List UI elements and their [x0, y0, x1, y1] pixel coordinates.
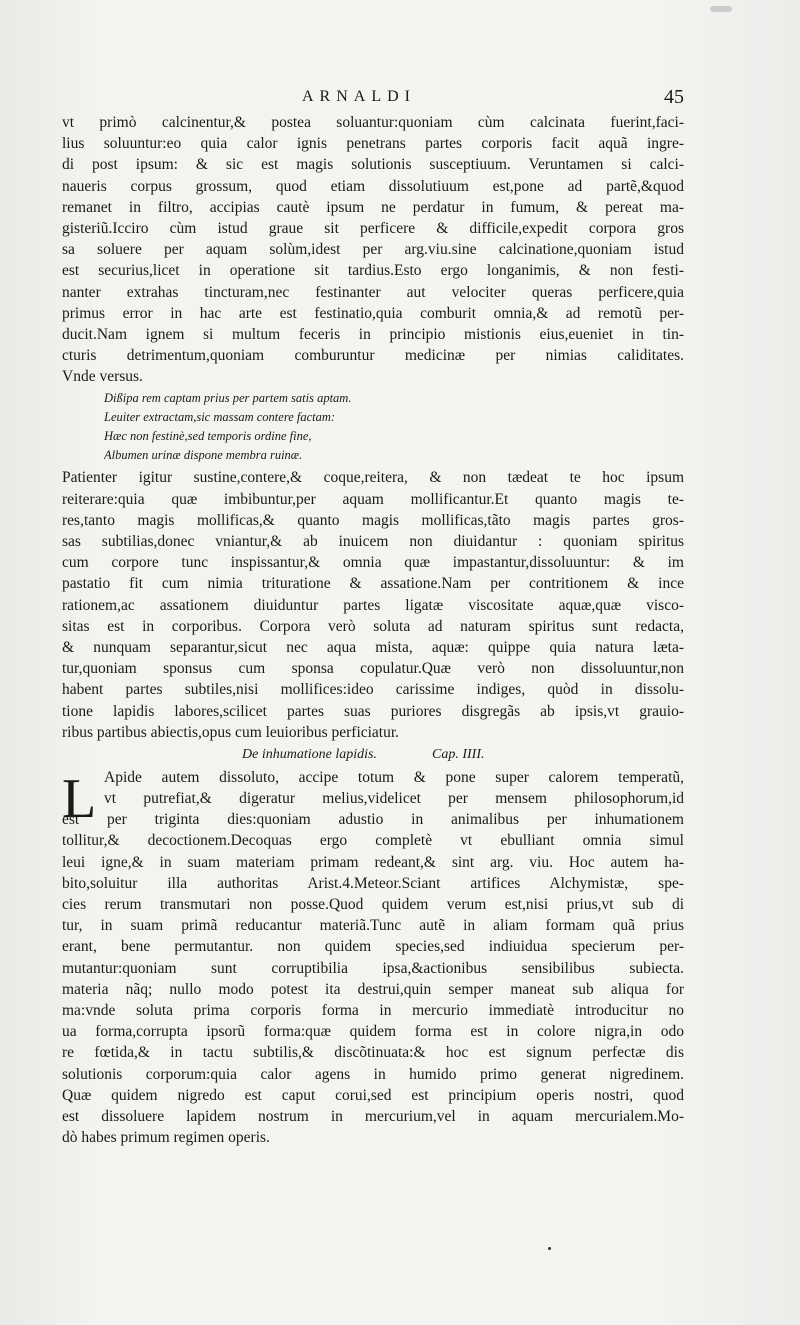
text-line: tur,quoniam sponsus cum sponsa copulatur.Quæ verò non dissoluuntur,non [62, 660, 684, 678]
chapter-title: De inhumatione lapidis. [242, 746, 377, 762]
drop-cap-initial: L [62, 767, 97, 830]
paragraph-3-lines [62, 767, 684, 1148]
text-line: solutionis corporum:quia calor agens in humido primo generat nigredinem. [62, 1065, 684, 1083]
chapter-heading [62, 743, 684, 767]
text-line: naueris corpus grossum, quod etiam dissolutiuum est,pone ad partẽ,&quod [62, 177, 684, 195]
running-head: ARNALDI [302, 88, 416, 105]
verse-line: Dißipa rem captam prius per partem satis aptam. [104, 391, 352, 406]
text-line: materia nãq; nullo modo potest ita destrui,quin semper maneat sub aliqua for [62, 980, 684, 998]
text-line: est dissoluere lapidem nostrum in mercurium,vel in aquam mercurialem.Mo- [62, 1107, 684, 1125]
text-line: dò habes primum regimen operis. [62, 1129, 270, 1147]
main-text [62, 112, 684, 1148]
text-line: reiterare:quia quæ imbibuntur,per aquam mollificantur.Et quanto magis te- [62, 490, 684, 508]
page-number: 45 [664, 86, 684, 108]
text-line: re fœtida,& in tactu subtilis,& discõtinuata:& hoc est signum perfectæ dis [62, 1044, 684, 1062]
text-line: Apide autem dissoluto, accipe totum & pone super calorem temperatũ, [104, 768, 684, 786]
text-line: tione lapidis labores,scilicet partes suas puriores disgregãs ab ipsis,vt grauio- [62, 702, 684, 720]
text-line: cum corpore tunc inspissantur,& omnia quæ impastantur,dissoluuntur: & im [62, 554, 684, 572]
text-line: sa soluere per aquam solùm,idest per arg.viu.sine calcinatione,quoniam istud [62, 241, 684, 259]
paragraph-3 [62, 767, 684, 1148]
text-line: leui igne,& in suam materiam primam redeant,& sint arg. viu. Hoc autem ha- [62, 853, 684, 871]
verse-line: Hæc non festinè,sed temporis ordine fine, [104, 429, 312, 444]
text-line: nanter extrahas tincturam,nec festinanter aut velociter queras perficere,quia [62, 283, 684, 301]
text-line: vt putrefiat,& digeratur melius,videlicet per mensem philosophorum,id [104, 790, 684, 808]
stray-ink-mark [548, 1247, 551, 1250]
text-line: pastatio fit cum nimia trituratione & assatione.Nam per contritionem & ince [62, 575, 684, 593]
text-line: erant, bene permutantur. non quidem species,sed indiuidua specierum per- [62, 938, 684, 956]
verse-block [62, 389, 684, 465]
paragraph-1 [62, 112, 684, 387]
text-line: vt primò calcinentur,& postea soluantur:quoniam cùm calcinata fuerint,faci- [62, 114, 684, 131]
text-line: est securius,licet in operatione sit tardius.Esto ergo longanimis, & non festi- [62, 262, 684, 280]
text-line: est per triginta dies:quoniam adustio in animalibus per inhumationem [62, 811, 684, 829]
chapter-number: Cap. IIII. [432, 746, 485, 762]
text-line: lius soluuntur:eo quia calor ignis penetrans partes corporis facit aquã ingre- [62, 135, 684, 153]
text-line: gisteriũ.Icciro cùm istud graue sit perficere & difficile,expedit corpora gros [62, 219, 684, 237]
text-line: ducit.Nam ignem si multum feceris in principio mistionis eius,eueniet in tin- [62, 325, 684, 343]
text-line: remanet in filtro, accipias cautè ipsum ne perdatur in fumum, & pereat ma- [62, 198, 684, 216]
text-line: bito,soluitur illa authoritas Arist.4.Meteor.Sciant artifices Alchymistæ, spe- [62, 874, 684, 892]
text-line: sitas est in corporibus. Corpora verò soluta ad naturam spiritus sunt redacta, [62, 617, 684, 635]
text-line: Vnde versus. [62, 368, 143, 386]
text-line: Patienter igitur sustine,contere,& coque,reitera, & non tædeat te hoc ipsum [62, 469, 684, 487]
text-line: rationem,ac assationem diuiduntur partes ligatæ viscositate aquæ,quæ visco- [62, 596, 684, 614]
verse-line: Albumen urinæ dispone membra ruinæ. [104, 448, 303, 463]
text-line: mutantur:quoniam sunt corruptibilia ipsa,&actionibus sensibilibus subiecta. [62, 959, 684, 977]
text-line: primus error in hac arte est festinatio,quia comburit omnia,& ad remotũ per- [62, 304, 684, 322]
text-line: tollitur,& decoctionem.Decoquas ergo completè vt ebulliant omnia simul [62, 832, 684, 850]
text-line: habent partes subtiles,nisi mollifices:ideo carissime indiges, quòd in dissolu- [62, 681, 684, 699]
verse-line: Leuiter extractam,sic massam contere factam: [104, 410, 336, 425]
paragraph-2 [62, 467, 684, 742]
text-line: cturis detrimentum,quoniam comburuntur medicinæ per nimias caliditates. [62, 347, 684, 365]
text-line: ma:vnde soluta prima corporis forma in mercurio immediatè introducitur no [62, 1001, 684, 1019]
text-line: di post ipsum: & sic est magis solutionis susceptiuum. Veruntamen si calci- [62, 156, 684, 174]
text-line: & nunquam separantur,sicut nec aqua mista, aquæ: quippe quia natura læta- [62, 638, 684, 656]
text-line: ua forma,corrupta ipsorũ forma:quæ quidem forma est in colore nigra,in odo [62, 1023, 684, 1041]
text-line: res,tanto magis mollificas,& quanto magis mollificas,tãto magis partes gros- [62, 511, 684, 529]
text-line: tur, in suam primã reducantur materiã.Tunc autẽ in aliam formam quã prius [62, 917, 684, 935]
stray-ink-mark [710, 6, 732, 12]
text-line: cies rerum transmutari non posse.Quod quidem verum est,nisi prius,vt sub di [62, 896, 684, 913]
page-header [62, 88, 684, 112]
text-line: sas subtilias,donec vniantur,& ab inuicem non diuidantur : quoniam spiritus [62, 533, 684, 550]
text-line: Quæ quidem nigredo est caput corui,sed est principium operis nostri, quod [62, 1086, 684, 1104]
text-line: ribus partibus abiectis,opus cum leuioribus perficiatur. [62, 723, 400, 741]
